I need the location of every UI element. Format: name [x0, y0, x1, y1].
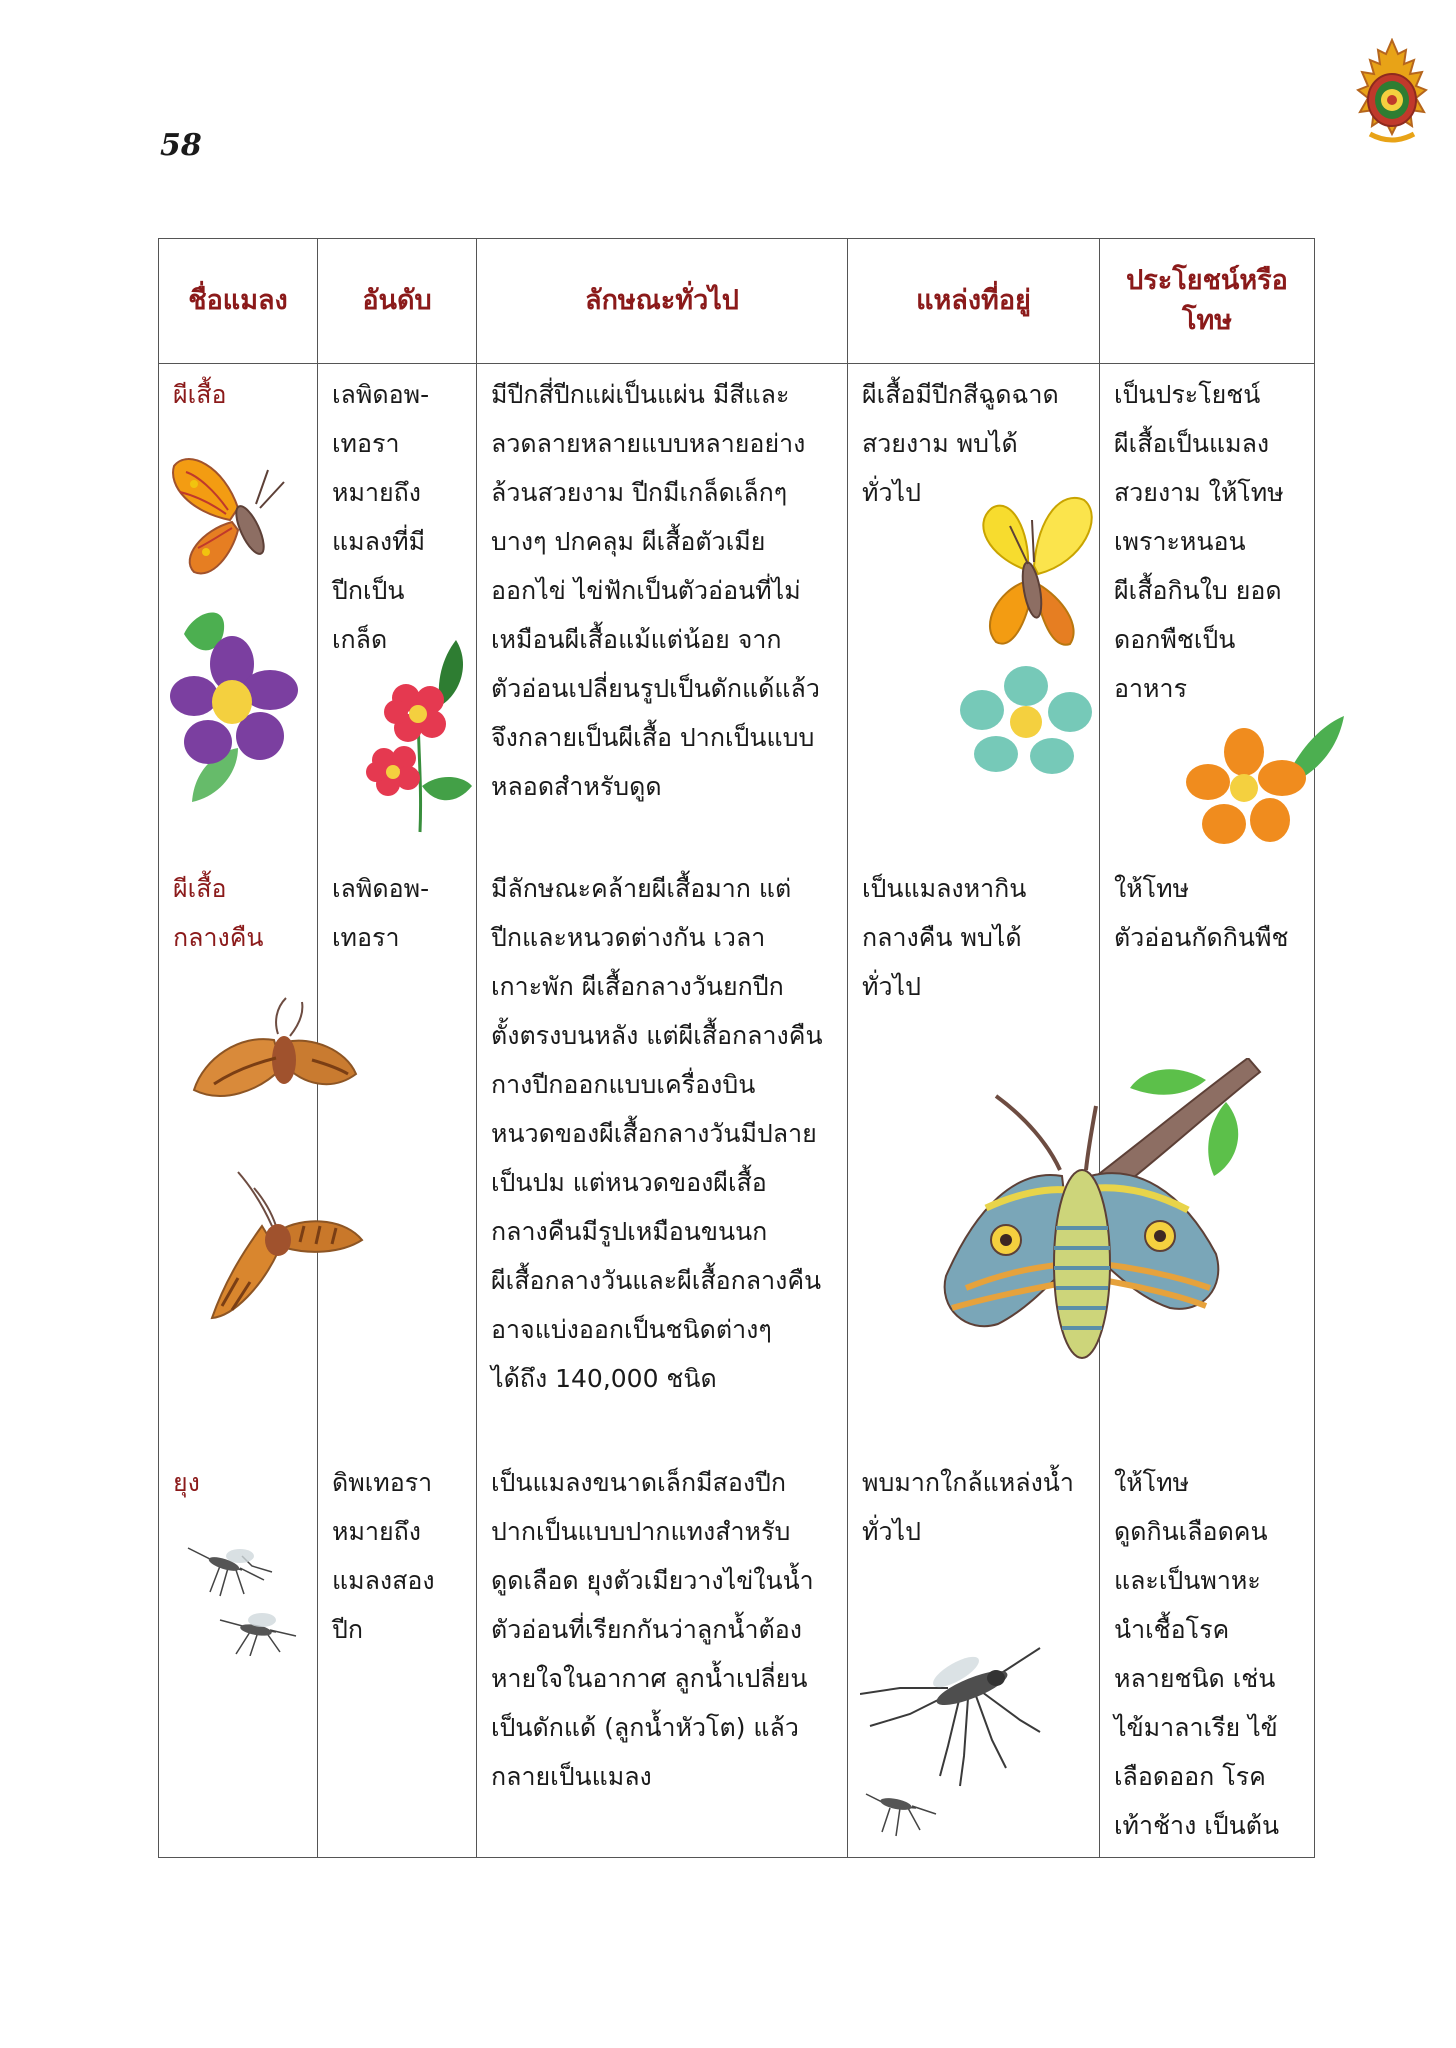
insect-characteristics: มีลักษณะคล้ายผีเสื้อมาก แต่ ปีกและหนวดต่างกัน เวลา เกาะพัก ผีเสื้อกลางวันยกปีก ตั้งตรงบนหลัง แต่ผีเสื้อกลางคืน กางปีกออกแบบเครื่องบิน หนวดของผีเสื้อกลางวันมีปลาย เป็นปม แต่หนวดของผีเสื้อ กลางคืนมีรูปเหมือนขนนก ผีเสื้อกลางวันและผีเสื้อกลางคืน อาจแบ่งออกเป็นชนิดต่างๆ ได้ถึง 140,000 ชนิด — [477, 858, 848, 1452]
butterfly-icon — [168, 446, 296, 582]
header-characteristics: ลักษณะทั่วไป — [477, 239, 848, 364]
flower-icon — [164, 602, 300, 810]
insect-habitat: เป็นแมลงหากิน กลางคืน พบได้ ทั่วไป — [848, 858, 1100, 1452]
insect-order: เลพิดอพ- เทอรา — [318, 858, 477, 1452]
insect-characteristics: มีปีกสี่ปีกแผ่เป็นแผ่น มีสีและ ลวดลายหลายแบบหลายอย่าง ล้วนสวยงาม ปีกมีเกล็ดเล็กๆ บางๆ ปกคลุม ผีเสื้อตัวเมีย ออกไข่ ไข่ฟักเป็นตัวอ่อนที่ไม่ เหมือนผีเสื้อแม้แต่น้อย จาก ตัวอ่อนเปลี่ยนรูปเป็นดักแด้แล้ว จึงกลายเป็นผีเสื้อ ปากเป็นแบบ หลอดสำหรับดูด — [477, 364, 848, 858]
insect-name: ยุง — [159, 1452, 318, 1858]
moth-icon — [186, 988, 358, 1116]
insect-benefit-harm: ให้โทษ ตัวอ่อนกัดกินพืช — [1100, 858, 1315, 1452]
header-habitat: แหล่งที่อยู่ — [848, 239, 1100, 364]
table-row — [159, 1452, 1315, 1858]
insect-benefit-harm: ให้โทษ ดูดกินเลือดคน และเป็นพาหะ นำเชื้อโรค หลายชนิด เช่น ไข้มาลาเรีย ไข้ เลือดออก โรค เท้าช้าง เป็นต้น — [1100, 1452, 1315, 1858]
insect-benefit-harm: เป็นประโยชน์ ผีเสื้อเป็นแมลง สวยงาม ให้โทษ เพราะหนอน ผีเสื้อกินใบ ยอด ดอกพืชเป็น อาหาร — [1100, 364, 1315, 858]
header-name: ชื่อแมลง — [159, 239, 318, 364]
page-number: 58 — [160, 128, 202, 163]
flower-icon — [360, 636, 478, 838]
flower-icon — [960, 664, 1094, 776]
mosquito-icon — [860, 1636, 1044, 1842]
mosquito-icon — [180, 1532, 320, 1656]
school-emblem-icon — [1352, 38, 1432, 146]
insect-habitat: พบมากใกล้แหล่งน้ำ ทั่วไป — [848, 1452, 1100, 1858]
header-order: อันดับ — [318, 239, 477, 364]
insect-habitat: ผีเสื้อมีปีกสีฉูดฉาด สวยงาม พบได้ ทั่วไป — [848, 364, 1100, 858]
insect-name: ผีเสื้อ กลางคืน — [159, 858, 318, 1452]
butterfly-icon — [948, 486, 1104, 658]
table-row — [159, 364, 1315, 858]
moth-icon — [926, 1058, 1270, 1388]
header-benefit-harm: ประโยชน์หรือ โทษ — [1100, 239, 1315, 364]
table-header-row — [159, 239, 1315, 364]
insect-characteristics: เป็นแมลงขนาดเล็กมีสองปีก ปากเป็นแบบปากแทงสำหรับ ดูดเลือด ยุงตัวเมียวางไข่ในน้ำ ตัวอ่อนที่เรียกกันว่าลูกน้ำต้อง หายใจในอากาศ ลูกน้ำเปลี่ยน เป็นดักแด้ (ลูกน้ำหัวโต) แล้ว กลายเป็นแมลง — [477, 1452, 848, 1858]
flower-icon — [1186, 712, 1346, 862]
moth-icon — [192, 1168, 364, 1328]
insect-order: ดิพเทอรา หมายถึง แมลงสอง ปีก — [318, 1452, 477, 1858]
insect-order: เลพิดอพ- เทอรา หมายถึง แมลงที่มี ปีกเป็น เกล็ด — [318, 364, 477, 858]
insect-name: ผีเสื้อ — [159, 364, 318, 858]
